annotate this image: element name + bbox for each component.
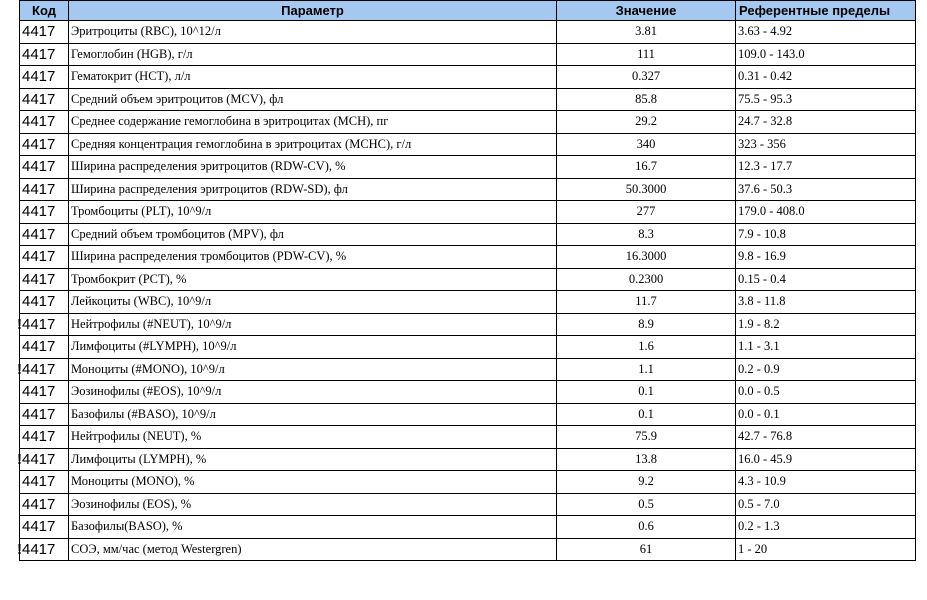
table-row xyxy=(20,448,916,471)
cell-reference-range: 3.8 - 11.8 xyxy=(736,291,916,314)
code-text: 4417 xyxy=(22,45,56,63)
table-row xyxy=(20,246,916,269)
abnormal-flag: ! xyxy=(17,540,22,558)
cell-reference-range: 1.9 - 8.2 xyxy=(736,313,916,336)
code-text: 4417 xyxy=(22,405,56,423)
code-text: 4417 xyxy=(22,383,56,401)
table-body xyxy=(17,21,916,561)
cell-value: 8.3 xyxy=(557,223,736,246)
table-row xyxy=(20,313,916,336)
cell-parameter: Гематокрит (HCT), л/л xyxy=(69,66,557,89)
cell-value: 13.8 xyxy=(557,448,736,471)
cell-reference-range: 4.3 - 10.9 xyxy=(736,471,916,494)
cell-parameter: Базофилы(BASO), % xyxy=(69,516,557,539)
cell-parameter: Средняя концентрация гемоглобина в эритроцитах (MCHC), г/л xyxy=(69,133,557,156)
cell-parameter: Ширина распределения тромбоцитов (PDW-CV), % xyxy=(69,246,557,269)
cell-value: 0.5 xyxy=(557,493,736,516)
cell-parameter: Лимфоциты (LYMPH), % xyxy=(69,448,557,471)
cell-parameter: Гемоглобин (HGB), г/л xyxy=(69,43,557,66)
cell-parameter: Моноциты (MONO), % xyxy=(69,471,557,494)
cell-value: 11.7 xyxy=(557,291,736,314)
cell-value: 16.3000 xyxy=(557,246,736,269)
cell-code xyxy=(20,336,69,359)
cell-parameter: Тромбокрит (PCT), % xyxy=(69,268,557,291)
cell-reference-range: 109.0 - 143.0 xyxy=(736,43,916,66)
cell-code xyxy=(20,426,69,449)
cell-reference-range: 42.7 - 76.8 xyxy=(736,426,916,449)
code-text: 4417 xyxy=(22,68,56,86)
cell-parameter: СОЭ, мм/час (метод Westergren) xyxy=(69,538,557,561)
code-text: 4417 xyxy=(22,315,56,333)
cell-reference-range: 24.7 - 32.8 xyxy=(736,111,916,134)
table-row xyxy=(20,88,916,111)
table-row xyxy=(20,426,916,449)
abnormal-flag: ! xyxy=(17,315,22,333)
code-text: 4417 xyxy=(22,248,56,266)
table-row xyxy=(20,201,916,224)
cell-value: 3.81 xyxy=(557,21,736,44)
cell-value: 29.2 xyxy=(557,111,736,134)
cell-code xyxy=(20,223,69,246)
cell-code xyxy=(20,178,69,201)
cell-reference-range: 12.3 - 17.7 xyxy=(736,156,916,179)
cell-reference-range: 7.9 - 10.8 xyxy=(736,223,916,246)
cell-parameter: Ширина распределения эритроцитов (RDW-SD), фл xyxy=(69,178,557,201)
cell-code xyxy=(20,493,69,516)
cell-reference-range: 0.2 - 0.9 xyxy=(736,358,916,381)
code-text: 4417 xyxy=(22,360,56,378)
table-header xyxy=(20,1,916,21)
code-text: 4417 xyxy=(22,338,56,356)
code-text: 4417 xyxy=(22,450,56,468)
cell-code xyxy=(20,88,69,111)
code-text: 4417 xyxy=(22,293,56,311)
cell-code xyxy=(20,403,69,426)
code-text: 4417 xyxy=(22,225,56,243)
header-row xyxy=(20,1,916,21)
cell-parameter: Средний объем тромбоцитов (MPV), фл xyxy=(69,223,557,246)
cell-reference-range: 16.0 - 45.9 xyxy=(736,448,916,471)
cell-code xyxy=(17,313,69,336)
lab-results-table xyxy=(19,0,916,561)
cell-parameter: Нейтрофилы (#NEUT), 10^9/л xyxy=(69,313,557,336)
cell-parameter: Эозинофилы (#EOS), 10^9/л xyxy=(69,381,557,404)
cell-value: 9.2 xyxy=(557,471,736,494)
code-text: 4417 xyxy=(22,428,56,446)
table-row xyxy=(20,111,916,134)
table-row xyxy=(20,21,916,44)
table-row xyxy=(20,178,916,201)
cell-reference-range: 9.8 - 16.9 xyxy=(736,246,916,269)
cell-value: 340 xyxy=(557,133,736,156)
table-row xyxy=(20,381,916,404)
code-text: 4417 xyxy=(22,270,56,288)
cell-parameter: Эритроциты (RBC), 10^12/л xyxy=(69,21,557,44)
code-text: 4417 xyxy=(22,113,56,131)
table-row xyxy=(20,133,916,156)
cell-value: 8.9 xyxy=(557,313,736,336)
cell-code xyxy=(20,201,69,224)
cell-parameter: Базофилы (#BASO), 10^9/л xyxy=(69,403,557,426)
cell-reference-range: 0.0 - 0.5 xyxy=(736,381,916,404)
cell-parameter: Ширина распределения эритроцитов (RDW-CV), % xyxy=(69,156,557,179)
cell-value: 0.1 xyxy=(557,381,736,404)
header-value: Значение xyxy=(557,1,736,21)
cell-reference-range: 0.31 - 0.42 xyxy=(736,66,916,89)
table-row xyxy=(20,223,916,246)
cell-reference-range: 37.6 - 50.3 xyxy=(736,178,916,201)
cell-code xyxy=(20,156,69,179)
cell-reference-range: 75.5 - 95.3 xyxy=(736,88,916,111)
cell-code xyxy=(20,66,69,89)
code-text: 4417 xyxy=(22,180,56,198)
table-row xyxy=(20,471,916,494)
cell-code xyxy=(20,268,69,291)
cell-reference-range: 1.1 - 3.1 xyxy=(736,336,916,359)
code-text: 4417 xyxy=(22,23,56,41)
cell-value: 75.9 xyxy=(557,426,736,449)
cell-value: 0.1 xyxy=(557,403,736,426)
cell-reference-range: 3.63 - 4.92 xyxy=(736,21,916,44)
cell-value: 0.2300 xyxy=(557,268,736,291)
cell-code xyxy=(20,246,69,269)
cell-parameter: Среднее содержание гемоглобина в эритроцитах (MCH), пг xyxy=(69,111,557,134)
cell-parameter: Моноциты (#MONO), 10^9/л xyxy=(69,358,557,381)
cell-parameter: Средний объем эритроцитов (MCV), фл xyxy=(69,88,557,111)
cell-reference-range: 323 - 356 xyxy=(736,133,916,156)
cell-value: 16.7 xyxy=(557,156,736,179)
code-text: 4417 xyxy=(22,473,56,491)
cell-code xyxy=(17,538,69,561)
header-reference-range: Референтные пределы xyxy=(736,1,916,21)
cell-reference-range: 0.0 - 0.1 xyxy=(736,403,916,426)
table-row xyxy=(20,516,916,539)
code-text: 4417 xyxy=(22,495,56,513)
cell-value: 1.1 xyxy=(557,358,736,381)
table-row xyxy=(20,66,916,89)
table-row xyxy=(20,403,916,426)
cell-value: 61 xyxy=(557,538,736,561)
cell-reference-range: 1 - 20 xyxy=(736,538,916,561)
cell-value: 0.327 xyxy=(557,66,736,89)
abnormal-flag: ! xyxy=(17,450,22,468)
code-text: 4417 xyxy=(22,203,56,221)
cell-code xyxy=(17,448,69,471)
cell-parameter: Тромбоциты (PLT), 10^9/л xyxy=(69,201,557,224)
table-row xyxy=(20,336,916,359)
table-row xyxy=(20,291,916,314)
code-text: 4417 xyxy=(22,540,56,558)
cell-code xyxy=(20,381,69,404)
cell-reference-range: 179.0 - 408.0 xyxy=(736,201,916,224)
cell-code xyxy=(20,516,69,539)
cell-code xyxy=(20,291,69,314)
cell-reference-range: 0.5 - 7.0 xyxy=(736,493,916,516)
cell-code xyxy=(20,471,69,494)
table-row xyxy=(20,493,916,516)
cell-parameter: Эозинофилы (EOS), % xyxy=(69,493,557,516)
cell-code xyxy=(20,111,69,134)
cell-code xyxy=(20,133,69,156)
cell-value: 50.3000 xyxy=(557,178,736,201)
header-parameter: Параметр xyxy=(69,1,557,21)
cell-value: 1.6 xyxy=(557,336,736,359)
cell-value: 0.6 xyxy=(557,516,736,539)
table-row xyxy=(20,156,916,179)
table-row xyxy=(20,358,916,381)
cell-value: 111 xyxy=(557,43,736,66)
table-row xyxy=(20,43,916,66)
cell-code xyxy=(17,358,69,381)
table-row xyxy=(20,538,916,561)
code-text: 4417 xyxy=(22,158,56,176)
cell-code xyxy=(20,43,69,66)
cell-parameter: Лимфоциты (#LYMPH), 10^9/л xyxy=(69,336,557,359)
code-text: 4417 xyxy=(22,135,56,153)
code-text: 4417 xyxy=(22,90,56,108)
cell-reference-range: 0.15 - 0.4 xyxy=(736,268,916,291)
cell-value: 85.8 xyxy=(557,88,736,111)
cell-parameter: Нейтрофилы (NEUT), % xyxy=(69,426,557,449)
cell-reference-range: 0.2 - 1.3 xyxy=(736,516,916,539)
code-text: 4417 xyxy=(22,518,56,536)
cell-value: 277 xyxy=(557,201,736,224)
table-row xyxy=(20,268,916,291)
abnormal-flag: ! xyxy=(17,360,22,378)
cell-parameter: Лейкоциты (WBC), 10^9/л xyxy=(69,291,557,314)
header-code: Код xyxy=(20,1,69,21)
cell-code xyxy=(20,21,69,44)
